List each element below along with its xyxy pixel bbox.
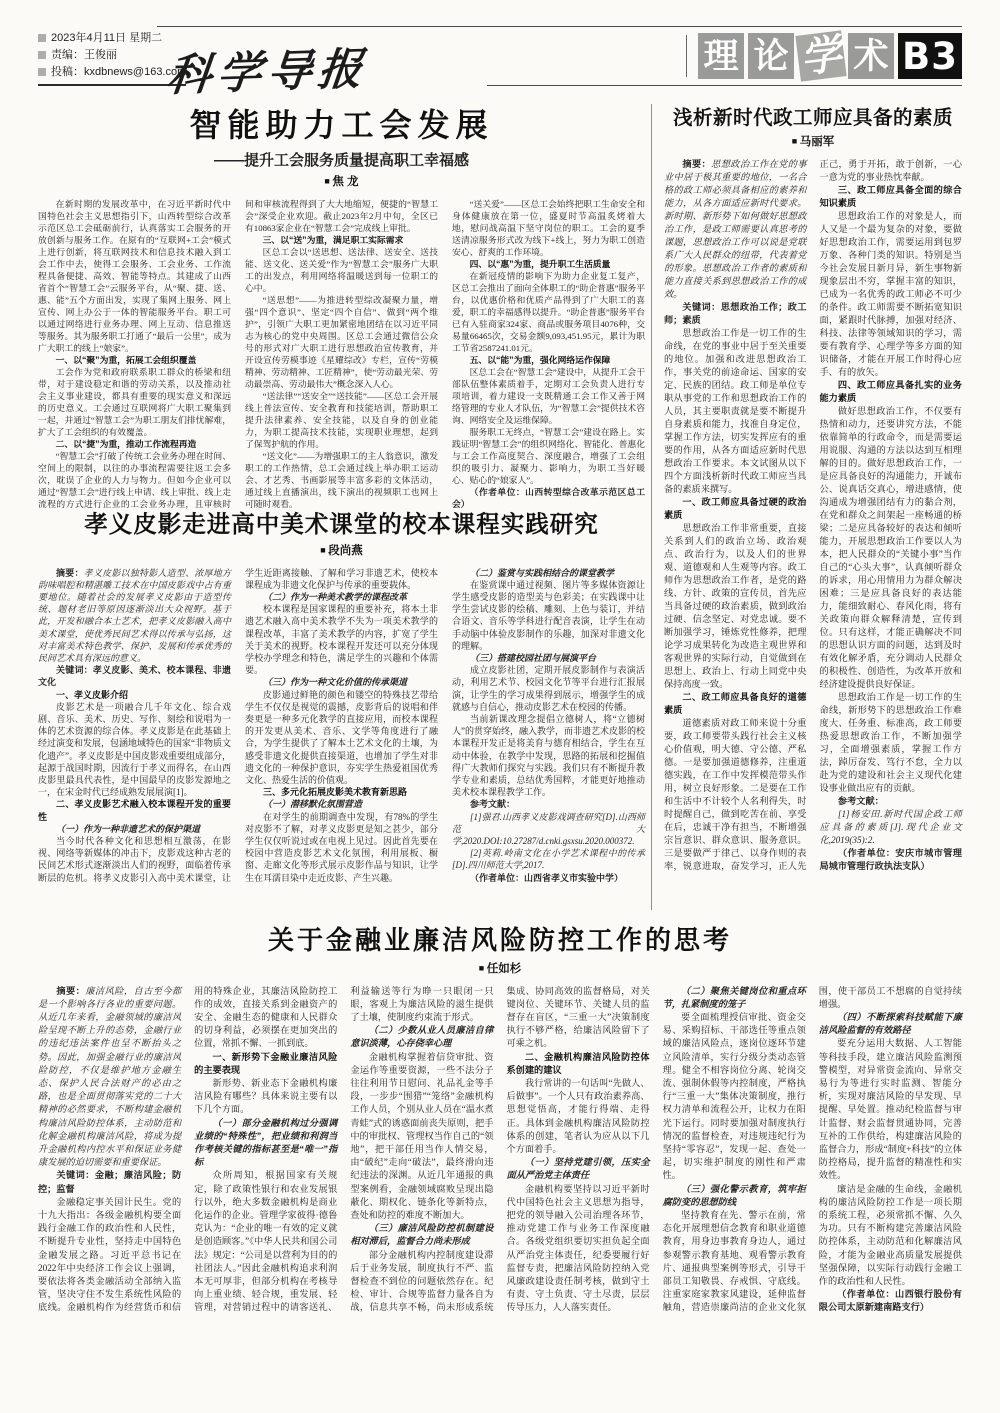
section-heading: 一、政工师应具备过硬的政治素质 (664, 496, 807, 520)
paragraph: 思想政治工作是一切工作的生命线，在党的事业中居于至关重要的地位。加强和改进思想政治工作，事关党的前途命运、国家的安定、民族的团结。政工师是单位专职从事党的工作和思想政治工作的人员，其主要职责就是要不断提升自身素质和能力，找准自身定位，掌握工作方法，切实发挥应有的重要的作用，从各方面适应新时代思想政治工作要求。本文试图从以下四个方面浅析新时代政工师应当具备的素质来撰写。 (664, 327, 807, 494)
paragraph: 摘要：孝义皮影以独特影人造型、浓厚地方韵味唱腔和精湛雕工技术在中国皮影戏中占有重要地位。随着社会的发展孝义皮影由于造型传统、题材老旧等原因逐渐淡出大众视野。基于此，开发和融合本土艺术，把孝义皮影融入高中美术课堂，使优秀民间艺术得以传承与弘扬，这对丰富美术特色教学、保护、发展和传承优秀的民间艺术具有深远的意义。 (38, 567, 231, 663)
paragraph: “送关爱”——区总工会始终把职工生命安全和身体健康放在第一位，盛夏时节高温炙烤着大地，慰问战高温下坚守岗位的职工。工会的夏季送清凉服务形式改为线下+线上，努力为职工创造安心、舒爽的工作环境。 (452, 198, 645, 257)
paragraph: “送文化”——为增强职工的主人翁意识，激发职工的工作热情，总工会通过线上举办职工运动会、才艺秀、书画影展等丰富多彩的文体活动，通过线上直播演出，线下演出的视频职工也网上可随时观看。 (245, 450, 438, 509)
paragraph: 在新冠疫情的影响下为助力企业复工复产，区总工会推出了面向全体职工的“助企普惠”服务平台，以优惠价格和优质产品得到了广大职工的喜爱，职工的幸福感得以提升。“助企普惠”服务平台已有入驻商家324家、商品或服务项目4076种，交易量66465次，交易金额9,093,451.95元，累计为职工节省2587241.01元。 (452, 270, 645, 353)
article-2-body (664, 158, 962, 873)
paragraph: 在新时期的发展改革中，在习近平新时代中国特色社会主义思想指引下，山西转型综合改革示范区总工会砥砺前行，认真落实工会服务的开放创新与服务工作。在原有的“互联网+工会”模式上进行创新，将互联网技术和信息技术融入到工会工作中去，使得工会服务、工会业务、工作流程具备便捷、高效、智能等特点。其建成了山西省首个“智慧工会”云服务平台，从“聚、捷、送、惠、能”五个方面出发，实现了集网上服务、网上宣传、网上办公于一体的智能服务平台。职工可以通过网络进行业务办理、网上互动、信息推送等服务。其为服务职工打通了“最后一公里”，成为广大职工的线上“娘家”。 (38, 198, 231, 353)
paragraph: 做好思想政治工作，不仅要有热情和动力，还要讲究方法，不能依靠简单的行政命令，而是需要运用说服、沟通的方法以达到互相理解的目的。做好思想政治工作，一是应具备良好的沟通能力，开诚布公、说真话交真心，增进感情，使沟通成为增强团结有力的黏合剂，在党和群众之间架起一座畅通的桥梁；二是应具备较好的表达和倾听能力，开展思想政治工作要以人为本，把人民群众的“关键小事”当作自己的“心头大事”，认真倾听群众的诉求，用心用情用力为群众解决困难；三是应具备良好的表达能力，能细致耐心、春风化雨，将有关政策向群众解释清楚，宣传到位。只有这样，才能正确解决不同的思想认识方面的问题，达到及时有效化解矛盾，充分调动人民群众的积极性、创造性，为改革开放和经济建设提供良好保证。 (819, 405, 962, 689)
paragraph: （二）作为一种美术教学的课程改革 (263, 591, 408, 602)
paragraph: 摘要：思想政治工作在党的事业中居于极其重要的地位，一名合格的政工师必须具备相应的素养和能力，从各方面适应新时代要求。新时期、新形势下如何做好思想政治工作，是政工师需要认真思考的课题，思想政治工作可以说是党联系广大人民群众的纽带，代表着党的形象。思想政治工作者的素质和能力直接关系到思想政治工作的成效。 (664, 158, 807, 299)
article-1-title: 智能助力工会发展 (189, 107, 494, 143)
section-heading: 二、金融机构廉洁风险防控体系创建的建议 (506, 1051, 650, 1075)
paragraph: [2]英莉.岭南文化在小学艺术课程中的传承[D].四川师范大学,2017. (452, 848, 645, 871)
paragraph: 关键词：金融；廉洁风险；防控；监督 (38, 1170, 182, 1194)
section-heading: 四、以“惠”为重，提升职工生活质量 (469, 258, 611, 269)
section-heading: 三、以“送”为重，满足职工实际需求 (262, 234, 404, 245)
article-political-instructor (664, 106, 962, 873)
paragraph: 参考文献： (470, 799, 516, 810)
paragraph: 服务职工无终点，“智慧工会”建设在路上。实践证明“智慧工会”的组织网络化、智能化、普惠化与工会工作高度契合、深度融合，增强了工会组织的吸引力、凝聚力、影响力，为职工当好暖心、贴心的“娘家人”。 (452, 426, 645, 485)
paragraph: 区总工会以“送思想、送法律、送安全、送技能、送文化、送关爱”作为“智慧工会”服务广大职工的出发点，利用网络将温暖送到每一位职工的心中。 (245, 246, 438, 293)
paragraph: “智慧工会”打破了传统工会业务办理在时间、空间上的限制，以往的办事流程需要往返工会多次，耽误了企业的人力与物力。但如今企业可以通过“智慧工会”进行线上申请、线上审批、线上走流程的方式进行企业的工会业务办理，且审核时间和审核流程得到了大大地缩短，便捷的“智慧工会”深受企业欢迎。截止2023年2月中旬，全区已有10863家企业在“智慧工会”完成线上审批。 (38, 198, 438, 509)
paragraph: （一）坚持党建引领，压实全面从严治党主体责任 (506, 1157, 650, 1181)
paragraph: （二）聚焦关键岗位和重点环节，扎紧制度的笼子 (662, 985, 806, 1009)
paragraph: 思想政治工作是一切工作的生命线，新形势下的思想政治工作难度大、任务重、标准高，政工师要热爱思想政治工作，不断加强学习，全面增强素质，掌握工作方法，踔厉奋发、笃行不怠，全力以赴为党的建设和社会主义现代化建设事业做出应有的贡献。 (819, 691, 962, 793)
paragraph: 当今时代各种文化和思想相互激荡，在影视、网络等新媒体的冲击下，皮影戏这种古老的民间艺术形式逐渐淡出人们的视野，面临着传承断层的危机。将孝义皮影引入高中美术课堂，让学生近距离接触、了解和学习非遗艺术，使校本课程成为非遗文化保护与传承的重要载体。 (38, 567, 438, 883)
section-heading: 一、以“聚”为重，拓展工会组织覆盖 (55, 354, 197, 365)
article-shadow-puppet (38, 505, 645, 884)
paragraph: 坚持教育在先、警示在前，常态化开展理想信念教育和职业道德教育，用身边事教育身边人，通过参观警示教育基地、观看警示教育片、通报典型案例等形式，引导干部员工知敬畏、存戒惧、守底线。注重家庭家教家风建设，延伸监督触角，营造崇廉尚洁的企业文化氛围，使干部员工不想腐的自觉持续增强。 (662, 985, 962, 1313)
paragraph: 区总工会在“智慧工会”建设中，从提升工会干部队伍整体素质着手，定期对工会负责人进行专项培训，着力建设一支既精通工会工作又善于网络管理的专业人才队伍，为“智慧工会”提供技术咨询、网络安全及运维保障。 (452, 366, 645, 425)
paragraph: （一）潜移默化氛围营造 (263, 799, 363, 810)
paragraph: 廉洁是金融的生命线，金融机构的廉洁风险防控工作是一项长期的系统工程，必须常抓不懈、久久为功。只有不断构建完善廉洁风险防控体系，主动防范和化解廉洁风险，才能为金融业高质量发展提供坚强保障，以实际行动践行金融工作的政治性和人民性。 (818, 1183, 962, 1286)
author-affiliation: （作者单位：安庆市城市管理局城市管理行政执法支队） (819, 847, 962, 871)
paragraph: 关键词：思想政治工作；政工师；素质 (664, 301, 807, 325)
column-divider-line (651, 104, 652, 910)
article-finance-integrity (38, 920, 962, 1315)
article-4-title: 关于金融业廉洁风险防控工作的思考 (267, 925, 732, 955)
page-number-badge: B3 (898, 33, 962, 79)
masthead-date: 2023年4月11日 星期二 (38, 30, 186, 47)
paragraph: [1]强君.山西孝义皮影戏调查研究[D].山西师范大学,2020.DOI:10.27287/d.cnki.gsxsu.2020.000372. (452, 811, 645, 846)
paragraph: 成立皮影社团，定期开展皮影制作与表演活动，利用艺术节、校园文化节等平台进行汇报展演，让学生的学习成果得到展示，增强学生的成就感与自信心，推动皮影艺术在校园的传播。 (452, 665, 645, 712)
paragraph: 工会作为党和政府联系职工群众的桥梁和纽带，对于建设稳定和谐的劳动关系，以及推动社会主义事业建设，都具有重要的现实意义和深远的历史意义。工会通过互联网将广大职工聚集到一起，并通过“智慧工会”为职工朋友们排忧解难，扩大了工会组织的有效覆盖。 (38, 366, 231, 437)
paragraph: 金融机构要坚持以习近平新时代中国特色社会主义思想为指导，把党的领导融入公司治理各环节，推动党建工作与业务工作深度融合。各级党组织要切实担负起全面从严治党主体责任，纪委要履行好监督专责，把廉洁风险防控纳入党风廉政建设责任制考核，做到守土有责、守土负责、守土尽责，层层传导压力，人人落实责任。 (506, 1183, 650, 1313)
article-1-subtitle: ——提升工会服务质量提高职工幸福感 (213, 152, 469, 169)
paragraph: 摘要：廉洁风险，自古至今都是一个影响各行各业的重要问题。从近几年来看，金融领域的廉洁风险呈现不断上升的态势，金融行业的违纪违法案件也呈不断抬头之势。因此，加强金融行业的廉洁风险防控，不仅是维护地方金融生态、保护人民合法财产的必由之路，也是全面贯彻落实党的二十大精神的必然要求，不断构建金融机构廉洁风险防控体系，主动防范和化解金融机构廉洁风险，将成为提升金融机构内控水平和保证业务健康发展的迫切需要和重要保证。 (38, 985, 182, 1168)
article-1-author: ■ 焦 龙 (38, 177, 645, 189)
author-affiliation: （作者单位：山西转型综合改革示范区总工会） (452, 486, 645, 509)
article-4-body (38, 985, 962, 1315)
section-heading: 二、政工师应具备良好的道德素质 (664, 691, 807, 715)
paragraph: 新形势、新业态下金融机构廉洁风险有哪些？具体来说主要有以下几个方面。 (194, 1077, 338, 1115)
article-3-body (38, 567, 645, 884)
paragraph: 道德素质对政工师来说十分重要，政工师要带头践行社会主义核心价值观，明大德、守公德、严私德。一是要加强道德修养，注重道德实践，在工作中发挥模范带头作用，树立良好形象。二是要在工作和生活中不计较个人名利得失，时时提醒自己，做到吃苦在前、享受在后，忠诚干净有担当，不断增强宗旨意识、群众意识、服务意识。三是要做严于律己、以身作则的表率，锐意进取，奋发学习，正人先正己，勇于开拓，敢于创新，一心一意为党的事业热忱奉献。 (664, 158, 962, 871)
paragraph: （三）廉洁风险防控机制建设相对滞后，监督合力尚未形成 (350, 1223, 494, 1247)
section-heading: 一、孝义皮影介绍 (56, 689, 129, 700)
paragraph: 校本课程是国家课程的重要补充，将本土非遗艺术融入高中美术教学不失为一项美术教学的课程改革，丰富了美术教学的内容，扩宽了学生关于美术的视野。校本课程开发还可以充分体现学校办学理念和特色，满足学生的兴趣和个体需要。 (245, 604, 438, 676)
article-2-title: 浅析新时代政工师应具备的素质 (672, 107, 953, 129)
paragraph: （二）鉴赏与实践相结合的课堂教学 (470, 567, 615, 578)
author-affiliation: （作者单位：山西银行股份有限公司太原新建南路支行） (818, 1289, 962, 1313)
section-heading: 三、多元化拓展皮影美术教育新思路 (263, 787, 408, 798)
section-heading: 五、以“能”为重，强化网络运作保障 (469, 354, 611, 365)
author-affiliation: （作者单位：山西省孝义市实验中学） (470, 872, 624, 883)
masthead-email: 投稿：kxdbnews@163.com (38, 64, 186, 86)
paragraph: （三）搭建校园社团与展演平台 (470, 652, 597, 663)
paragraph: （一）作为一种非遗艺术的保护渠道 (56, 823, 201, 834)
paragraph: 皮影艺术是一项融合几千年文化、综合戏剧、音乐、美术、历史、写作、刻绘和说唱为一体的艺术资源的综合体。孝义皮影是在此基础上经过演变和发展，包涵地域特色的国家“非物质文化遗产”。孝义皮影是中国皮影戏重要组成部分，起源于战国时期，因流行于孝义而得名，在山西皮影里最具代表性，是中国最早的皮影发源地之一，在宋金时代已经成熟发展展演[1]。 (38, 701, 231, 798)
article-1-body (38, 198, 645, 510)
section-heading: 一、新形势下金融业廉洁风险的主要表现 (194, 1051, 338, 1075)
section-badge-char-2: 论 (748, 33, 794, 79)
paragraph: （二）少数从业人员廉洁自律意识淡薄，心存侥幸心理 (350, 1025, 494, 1049)
paragraph: “送思想”——为推进转型综改凝聚力量，增强“四个意识”、坚定“四个自信”、做到“两个维护”，引领广大职工更加紧密地团结在以习近平同志为核心的党中央周围。区总工会通过微信公众号的形式对广大职工进行思想政治宣传教育，并开设宣传劳模事迹《星耀综改》专栏，宣传“劳模精神、劳动精神、工匠精神”，使“劳动最光荣、劳动最崇高、劳动最伟大”概念深入人心。 (245, 294, 438, 389)
paragraph: 金融机构掌握着信贷审批、资金运作等重要资源，一些不法分子往往利用节日慰问、礼品礼金等手段，一步步“围猎”“笼络”金融机构工作人员，个别从业人员在“温水煮青蛙”式的诱惑面前丧失原则，把手中的审批权、管理权当作自己的“领地”，把干部任用当作人情交易，由“破纪”走向“破法”，最终滑向违纪违法的深渊。从近几年通报的典型案例看，金融领域腐败呈现出隐蔽化、期权化、链条化等新特点，查处和防控的难度不断加大。 (350, 1051, 494, 1220)
paragraph: （三）强化警示教育，筑牢拒腐防变的思想防线 (662, 1183, 806, 1207)
article-2-author: ■ 马丽军 (664, 137, 962, 149)
article-4-author: ■ 任如杉 (38, 964, 962, 976)
paragraph: 要充分运用大数据、人工智能等科技手段，建立廉洁风险监测预警模型，对异常资金流向、异常交易行为等进行实时监测、智能分析，实现对廉洁风险的早发现、早提醒、早处置。推动纪检监督与审计监督、财会监督贯通协同，完善互补的工作供给，构建廉洁风险的监督合力，形成“制度+科技”的立体防控格局，提升监督的精准性和实效性。 (818, 1038, 962, 1181)
paragraph: （一）部分金融机构过分强调业绩的“特殊性”，把业绩和利润当作考核关键的指标甚至是“唯一”指标 (194, 1117, 338, 1168)
section-badge-char-1: 理 (698, 33, 744, 79)
paragraph: 关键词：孝义皮影、美术、校本课程、非遗文化 (38, 665, 231, 688)
article-smart-union (38, 100, 645, 510)
paragraph: （四）不断探索科技赋能下廉洁风险监督的有效路径 (818, 1011, 962, 1036)
paragraph: 金融稳定事关国计民生。党的十九大指出：各级金融机构要全面践行金融工作的政治性和人民性，不断提升专业性，坚持走中国特色金融发展之路。习近平总书记在2022年中央经济工作会议上强调，要依法将各类金融活动全部纳入监管，坚决守住不发生系统性风险的底线。金融机构作为经营货币和信用的特殊企业，其廉洁风险防控工作的成效，直接关系到金融资产的安全、金融生态的健康和人民群众的切身利益，必须摆在更加突出的位置，常抓不懈、一抓到底。 (38, 985, 338, 1313)
section-heading: 四、政工师应具备扎实的业务能力素质 (819, 379, 962, 403)
masthead-info (38, 30, 186, 86)
section-heading: 三、政工师应具备全面的综合知识素质 (819, 184, 962, 208)
paragraph: 在对学生的前期调查中发现，有78%的学生对皮影不了解，对孝义皮影更是知之甚少，部分学生仅仅听说过或在电视上见过。因此首先要在校园中营造皮影艺术文化氛围，利用展板、橱窗、走廊文化等形式展示皮影作品与知识，让学生在耳濡目染中走近皮影、产生兴趣。 (245, 811, 438, 883)
paragraph: 皮影通过鲜艳的颜色和镂空的特殊技艺带给学生不仅仅是视觉的震撼，皮影背后的说唱和伴奏更是一种多元化教学的直接应用，而校本课程的开发更从美术、音乐、文学等角度进行了融合，为学生提供了了解本土艺术文化的土壤，为感受非遗文化提供直接渠道，也增加了学生对非遗文化的一种保护意识，夯实学生热爱祖国优秀文化、热爱生活的价值观。 (245, 689, 438, 785)
article-3-author: ■ 段尚燕 (38, 546, 645, 558)
paragraph: 我行常讲的一句话叫“先做人、后做事”。一个人只有政治素养高、思想觉悟高，才能行得端、走得正。具体到金融机构廉洁风险防控体系的创建，笔者认为应从以下几个方面着手。 (506, 1077, 650, 1154)
section-badges (686, 29, 962, 83)
article-3-title: 孝义皮影走进高中美术课堂的校本课程实践研究 (84, 511, 599, 537)
paragraph: [1]杨安田.新时代国企政工师应具备的素质[J].现代企业文化,2019(35):2. (819, 808, 962, 845)
paragraph: 当前新课改理念提倡立德树人，将“立德树人”的贯穿始终，融入教学，而非遗艺术皮影的校本课程开发正是将美育与德育相结合，学生在互动中体验，在教学中发现，思路的拓展和挖掘值得广大教师们探究与实践。我们只有不断提升教学专业和素质，总结优秀国粹，才能更好地推动美术校本课程教学工作。 (452, 713, 645, 798)
paragraph: 思想政治工作的对象是人，而人又是一个最为复杂的对象，要做好思想政治工作，需要运用到包罗万象、各种门类的知识。特别是当今社会发展日新月异，新生事物新现象层出不穷，掌握丰富的知识，已成为一名优秀的政工师必不可少的条件。政工师需要不断拓宽知识面，紧跟时代脉搏，加强对经济、科技、法律等领域知识的学习，需要有教育学、心理学等多方面的知识储备，才能在开展工作时得心应手、有的放矢。 (819, 210, 962, 377)
header-rule-top (157, 26, 962, 27)
newspaper-logo: 科学导报 (164, 43, 371, 102)
section-heading: 二、孝义皮影艺术融入校本课程开发的重要性 (38, 799, 231, 822)
header-rule-bottom (487, 85, 962, 86)
paragraph: 要全面梳理授信审批、资金交易、采购招标、干部选任等重点领域的廉洁风险点，逐岗位逐环节建立风险清单，实行分级分类动态管理。健全不相容岗位分离、轮岗交流、强制休假等内控制度，严格执行“三重一大”集体决策制度，推行权力清单和流程公开，让权力在阳光下运行。同时要加强对制度执行情况的监督检查，对违规违纪行为坚持“零容忍”，发现一起、查处一起，切实维护制度的刚性和严肃性。 (662, 1011, 806, 1181)
section-heading: 二、以“捷”为重，推动工作流程再造 (55, 438, 197, 449)
paragraph: （三）作为一种文化价值的传承渠道 (263, 677, 408, 688)
paragraph: “送法律”“送安全”“送技能”——区总工会开展线上普法宣传、安全教育和技能培训，帮助职工提升法律素养、安全技能，以及自身的创业能力，为职工提高技术技能，实现职业理想，起到了保驾护航的作用。 (245, 390, 438, 449)
masthead-editor: 责编：王俊丽 (38, 47, 186, 64)
paragraph: 参考文献： (837, 795, 884, 806)
paragraph: 众所周知，根据国家有关规定，除了政策性银行和农业发展银行以外，绝大多数金融机构是商业化运作的企业。管理学家彼得·德鲁克认为：“企业的唯一有效的定义就是创造顾客。”《中华人民共和国公司法》规定：“公司是以营利为目的的社团法人。”因此金融机构追求利润本无可厚非，但部分机构在考核导向上重业绩、轻合规，重发展、轻管理，对营销过程中的请客送礼、利益输送等行为睁一只眼闭一只眼，客观上为廉洁风险的滋生提供了土壤，使制度约束流于形式。 (194, 985, 494, 1313)
paragraph: 部分金融机构内控制度建设滞后于业务发展，制度执行不严、监督检查不到位的问题依然存在。纪检、审计、合规等监督力量各自为战，信息共享不畅，尚未形成系统集成、协同高效的监督格局，对关键岗位、关键环节、关键人员的监督存在盲区，“三重一大”决策制度执行不够严格，给廉洁风险留下了可乘之机。 (350, 985, 650, 1313)
paragraph: 思想政治工作非常重要，直接关系到人们的政治立场、政治观点、政治行为，以及人们的世界观、道德观和人生观等内容。政工师作为思想政治工作者，是党的路线、方针、政策的宣传员，首先应当具备过硬的政治素质，做到政治过硬、信念坚定、对党忠诚。要不断加强学习，锤炼党性修养，把理论学习成果转化为改造主观世界和客观世界的实际行动，自觉做到在思想上、政治上、行动上同党中央保持高度一致。 (664, 522, 807, 689)
paragraph: 在鉴赏课中通过视频、图片等多媒体资源让学生感受皮影的造型美与色彩美；在实践课中让学生尝试皮影的绘稿、雕刻、上色与装订，并结合语文、音乐等学科进行配音表演，让学生在动手动脑中体验皮影制作的乐趣，加深对非遗文化的理解。 (452, 579, 645, 651)
section-badge-char-4: 术 (848, 33, 894, 79)
badge-divider-line (686, 35, 687, 77)
section-badge-char-3: 学 (795, 30, 846, 81)
